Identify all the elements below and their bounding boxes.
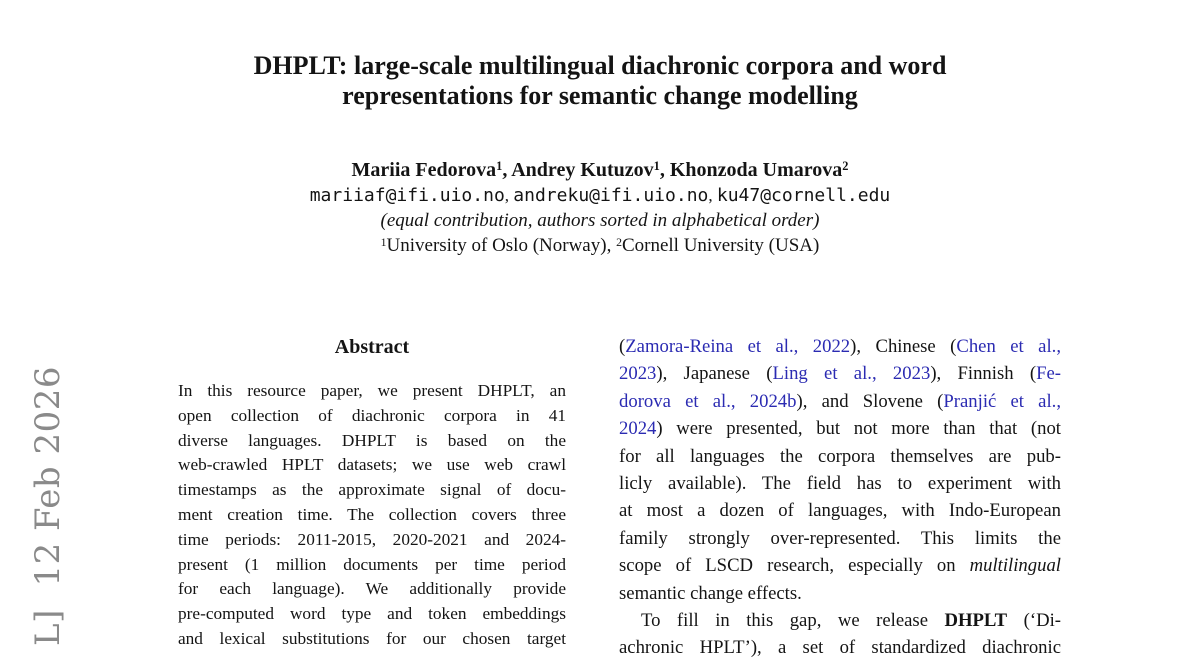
affiliations-line: [0, 233, 1200, 258]
text-line: [178, 503, 566, 528]
affiliation-mark: 1: [380, 235, 387, 249]
text-line: [619, 388, 1061, 415]
text-span: open collection of diachronic corpora in 41: [178, 405, 566, 425]
arxiv-watermark: L] 12 Feb 2026: [28, 366, 68, 646]
text-span: pre-computed word type and token embeddings: [178, 604, 566, 624]
page-title-line-1: DHPLT: large-scale multilingual diachronic corpora and word: [253, 51, 947, 80]
text-span: time periods: 2011-2015, 2020-2021 and 2024-: [178, 529, 566, 549]
text-span: achronic HPLT’), a set of standardized diachronic: [619, 637, 1061, 659]
email-address: mariiaf@ifi.uio.no: [309, 185, 505, 206]
text-span: at most a dozen of languages, with Indo-European: [619, 500, 1061, 522]
body-text-column: [619, 333, 1061, 662]
text-span: ), Finnish (: [930, 363, 1037, 385]
email-address: andreku@ifi.uio.no: [513, 185, 709, 206]
text-line: [178, 553, 566, 578]
text-line: [619, 497, 1061, 524]
text-span: (: [619, 336, 626, 357]
text-span: timestamps as the approximate signal of docu-: [178, 480, 566, 500]
text-span: scope of LSCD research, especially on: [619, 555, 970, 577]
text-span: and lexical substitutions for our chosen target: [178, 628, 566, 648]
author-affiliation-mark: 2: [842, 159, 849, 174]
text-line: [178, 453, 566, 478]
text-span: licly available). The field has to experiment with: [619, 473, 1061, 495]
citation-link[interactable]: 2023: [619, 363, 657, 385]
authors-line: [0, 158, 1200, 183]
text-span: for each language). We additionally provide: [178, 579, 566, 599]
text-line: [178, 602, 566, 627]
citation-link[interactable]: 2024: [619, 418, 657, 440]
text-span: To fill in this gap, we release: [641, 610, 945, 632]
text-line: [619, 607, 1061, 634]
title-block: [0, 51, 1200, 111]
page-title-line-2: representations for semantic change modelling: [342, 81, 858, 110]
author-separator: ,: [659, 159, 670, 181]
author-name: Mariia Fedorova: [351, 159, 497, 181]
text-span: web-crawled HPLT datasets; we use web crawl: [178, 455, 566, 475]
text-span: family strongly over-represented. This limits the: [619, 527, 1061, 549]
text-line: [178, 429, 566, 454]
abstract-column: [178, 379, 566, 652]
text-line: [619, 443, 1061, 470]
text-line: [178, 478, 566, 503]
text-span: ment creation time. The collection covers three: [178, 504, 566, 524]
author-affiliation-mark: 1: [653, 159, 660, 174]
text-span: present (1 million documents per time period: [178, 554, 566, 574]
text-span: diverse languages. DHPLT is based on the: [178, 430, 566, 450]
text-line: [178, 627, 566, 652]
affiliation-mark: 2: [616, 235, 622, 249]
text-line: [619, 552, 1061, 579]
citation-link[interactable]: Chen et al.,: [956, 336, 1061, 357]
text-line: [619, 525, 1061, 552]
text-line: [619, 470, 1061, 497]
text-line: [619, 333, 1061, 360]
citation-link[interactable]: Pranjić et al.,: [943, 390, 1061, 412]
affiliation-name: Cornell University (USA): [621, 235, 820, 256]
text-span: ) were presented, but not more than that (not: [656, 418, 1061, 440]
text-span: ), Japanese (: [656, 363, 773, 385]
text-line: [178, 404, 566, 429]
email-address: ku47@cornell.edu: [716, 185, 891, 206]
author-name: Khonzoda Umarova: [669, 159, 843, 181]
citation-link[interactable]: Zamora-Reina et al., 2022: [625, 336, 851, 357]
text-span: DHPLT: [944, 610, 1008, 632]
emails-line: [0, 183, 1200, 208]
text-span: semantic change effects.: [619, 582, 802, 604]
affiliation-separator: ,: [606, 235, 617, 256]
citation-link[interactable]: Ling et al., 2023: [772, 363, 931, 385]
text-span: ), Chinese (: [850, 336, 957, 357]
contribution-note: (equal contribution, authors sorted in alphabetical order): [380, 210, 820, 231]
text-span: ), and Slovene (: [796, 390, 944, 412]
text-line: [619, 415, 1061, 442]
text-line: [178, 528, 566, 553]
affiliation-name: University of Oslo (Norway): [386, 235, 607, 256]
text-line: [619, 634, 1061, 661]
author-affiliation-mark: 1: [496, 159, 503, 174]
email-separator: ,: [708, 186, 717, 205]
text-span: multilingual: [969, 555, 1061, 577]
citation-link[interactable]: Fe-: [1036, 363, 1061, 385]
email-separator: ,: [504, 186, 514, 205]
author-block: [0, 158, 1200, 258]
text-span: for all languages the corpora themselves are pub-: [619, 445, 1061, 467]
author-separator: ,: [502, 159, 512, 181]
abstract-heading: Abstract: [334, 336, 410, 358]
text-line: [178, 379, 566, 404]
citation-link[interactable]: dorova et al., 2024b: [619, 390, 797, 412]
author-name: Andrey Kutuzov: [511, 159, 654, 181]
text-line: [178, 577, 566, 602]
text-span: (‘Di-: [1007, 610, 1061, 632]
text-span: In this resource paper, we present DHPLT, an: [178, 381, 566, 400]
text-line: [619, 580, 1061, 607]
text-line: [619, 360, 1061, 387]
